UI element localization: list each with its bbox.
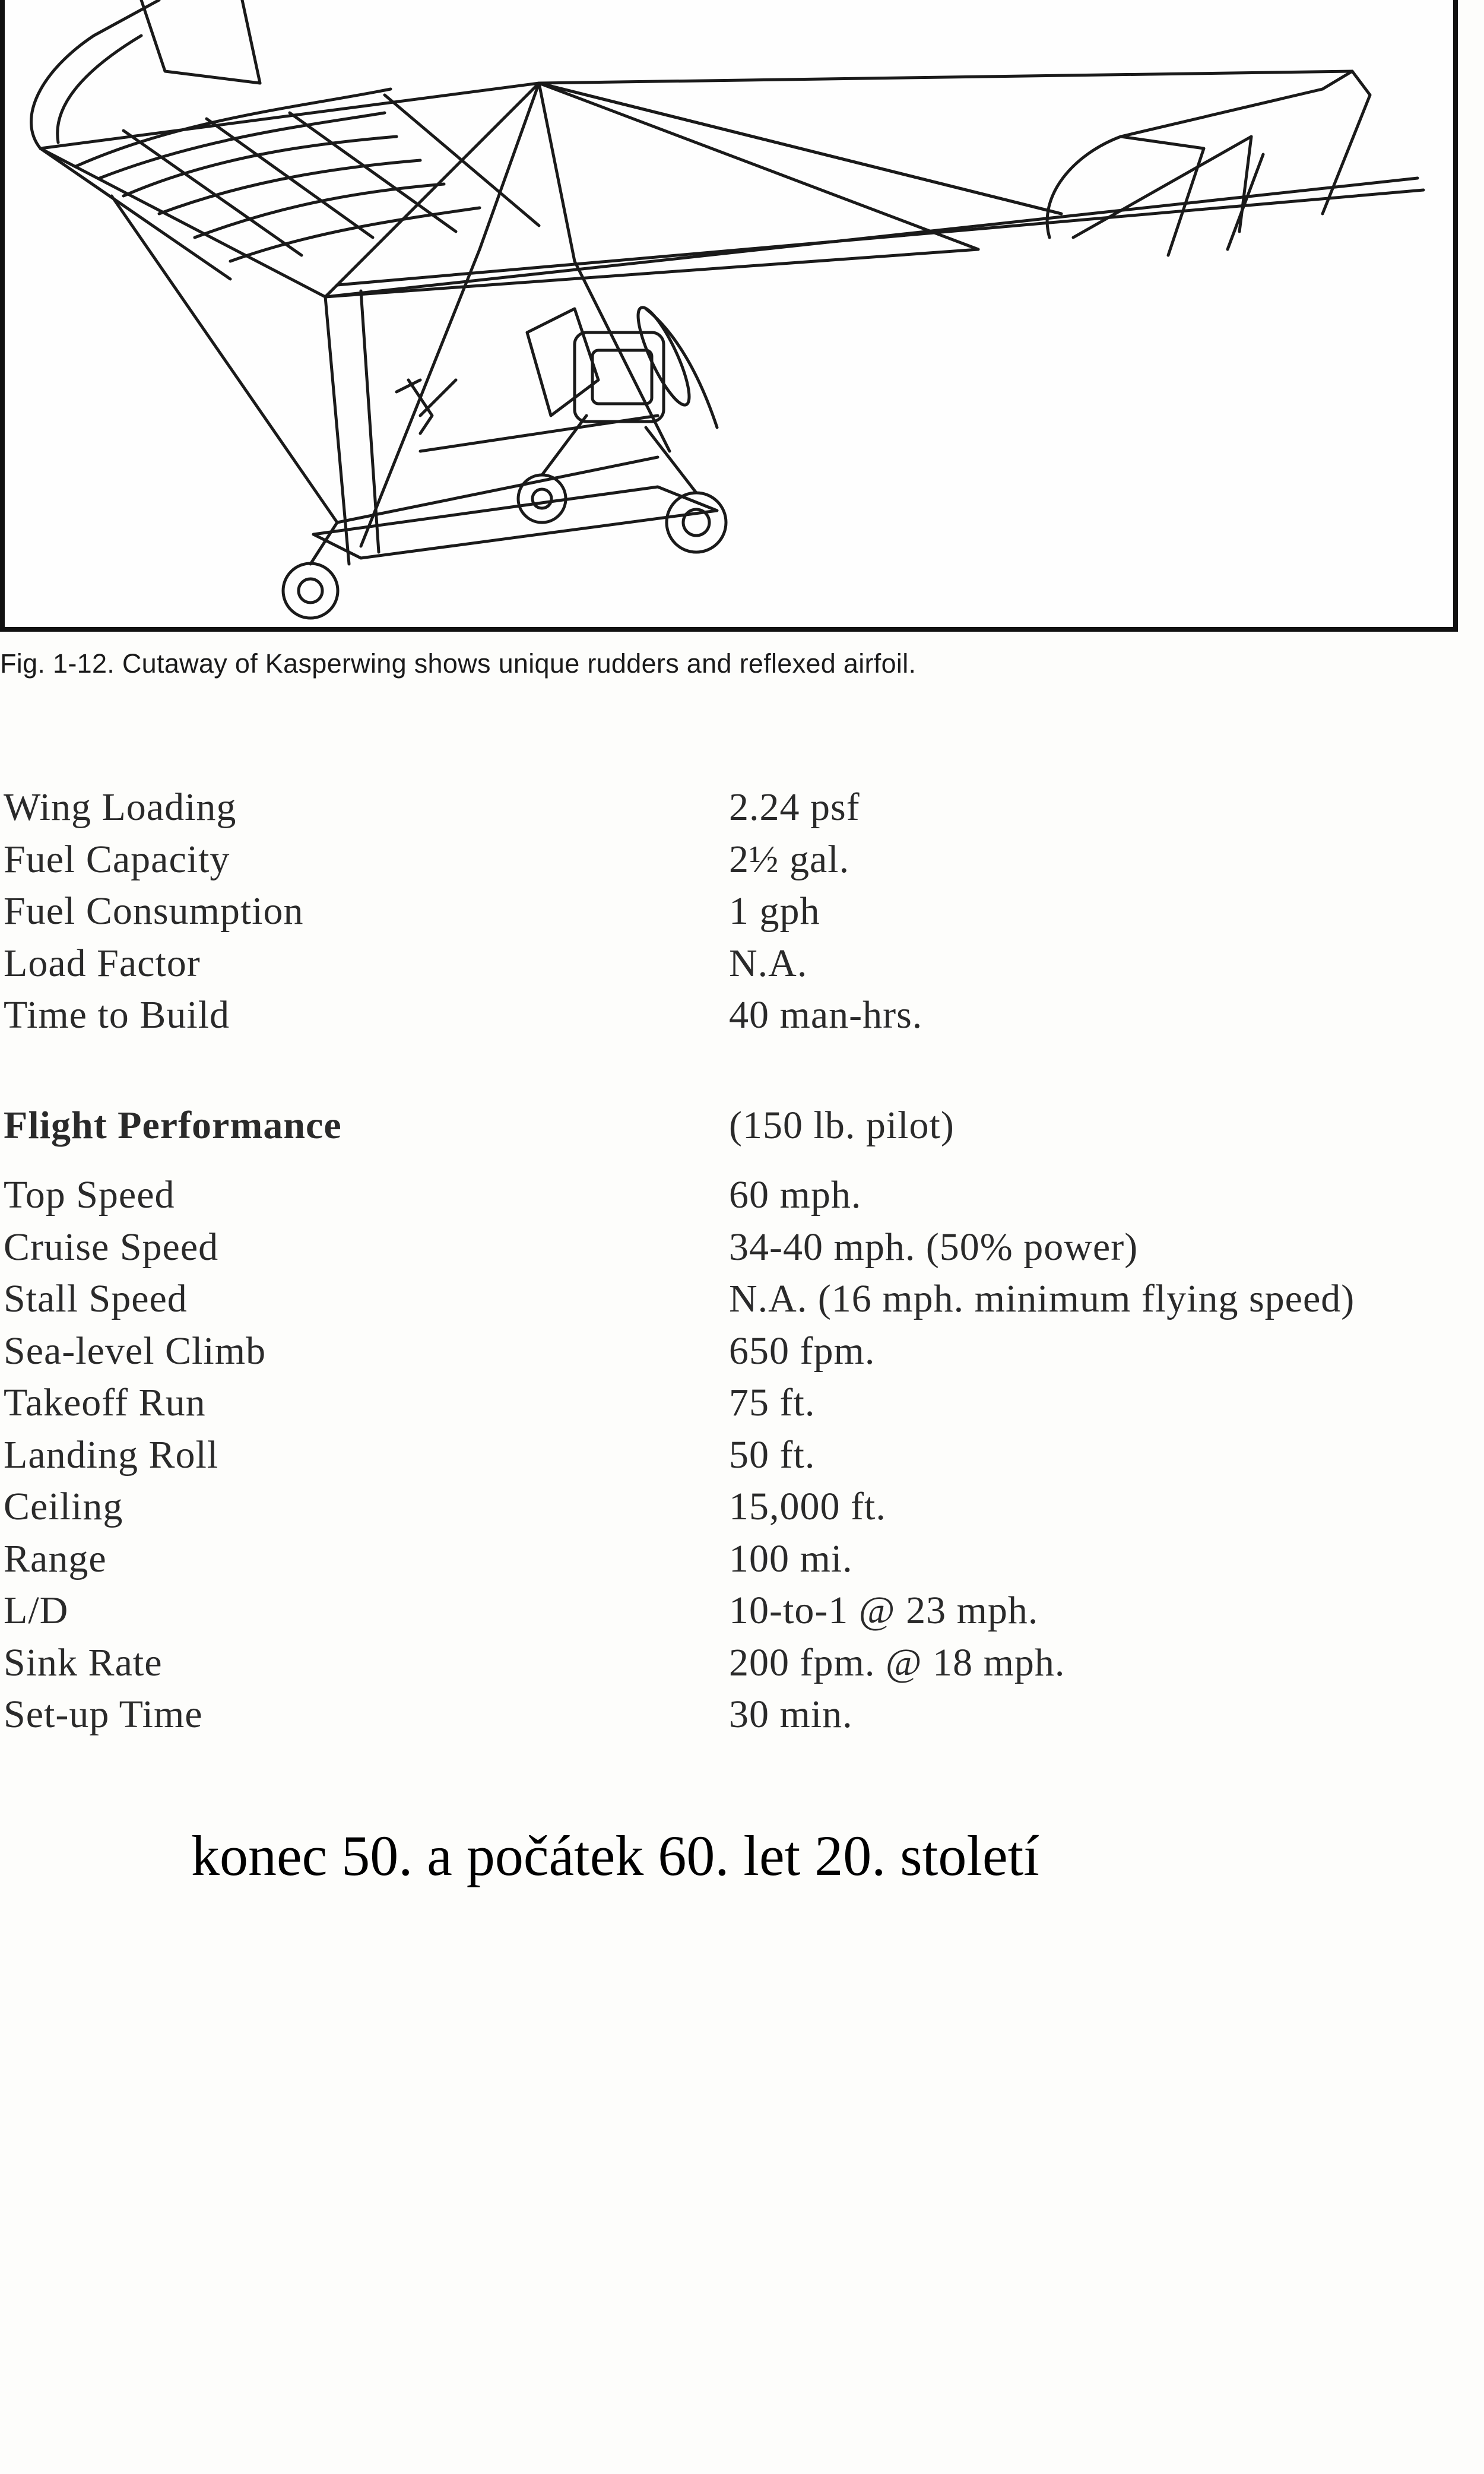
figure-frame bbox=[0, 0, 1458, 632]
spec-row bbox=[0, 785, 1484, 837]
spec-label: Ceiling bbox=[4, 1485, 123, 1528]
spec-value: 50 ft. bbox=[729, 1433, 816, 1477]
spec-label: Top Speed bbox=[4, 1173, 175, 1217]
spec-row bbox=[0, 941, 1484, 993]
spec-row bbox=[0, 1276, 1484, 1329]
spec-value: 30 min. bbox=[729, 1693, 853, 1736]
spec-label: Sea-level Climb bbox=[4, 1329, 267, 1373]
spec-label: Fuel Consumption bbox=[4, 889, 304, 933]
spec-row bbox=[0, 1484, 1484, 1537]
spec-row bbox=[0, 1173, 1484, 1225]
spec-label: Fuel Capacity bbox=[4, 838, 230, 881]
spec-label: Load Factor bbox=[4, 942, 201, 985]
section-heading-row bbox=[0, 1103, 1484, 1155]
spec-label: Range bbox=[4, 1537, 107, 1580]
spec-value: 2.24 psf bbox=[729, 785, 860, 829]
spec-row bbox=[0, 993, 1484, 1045]
spec-label: L/D bbox=[4, 1589, 69, 1632]
spec-row bbox=[0, 1588, 1484, 1640]
spec-label: Stall Speed bbox=[4, 1277, 188, 1320]
spec-value: 60 mph. bbox=[729, 1173, 862, 1217]
spec-label: Takeoff Run bbox=[4, 1381, 206, 1424]
spec-value: N.A. (16 mph. minimum flying speed) bbox=[729, 1277, 1355, 1320]
spec-value: 2½ gal. bbox=[729, 838, 850, 881]
spec-value: 100 mi. bbox=[729, 1537, 853, 1580]
section-heading: Flight Performance bbox=[4, 1104, 342, 1147]
kasperwing-cutaway-drawing bbox=[5, 0, 1453, 627]
spec-label: Cruise Speed bbox=[4, 1225, 219, 1269]
spec-label: Sink Rate bbox=[4, 1641, 163, 1684]
spec-label: Wing Loading bbox=[4, 785, 237, 829]
spec-value: 650 fpm. bbox=[729, 1329, 876, 1373]
spec-row bbox=[0, 837, 1484, 889]
spec-row bbox=[0, 1692, 1484, 1744]
spec-label: Landing Roll bbox=[4, 1433, 219, 1477]
spec-row bbox=[0, 1225, 1484, 1277]
spec-row bbox=[0, 1433, 1484, 1485]
spec-value: 10-to-1 @ 23 mph. bbox=[729, 1589, 1039, 1632]
spec-row bbox=[0, 1380, 1484, 1433]
spec-row bbox=[0, 1329, 1484, 1381]
spec-row bbox=[0, 1537, 1484, 1589]
section-note: (150 lb. pilot) bbox=[729, 1104, 955, 1147]
spec-value: 40 man-hrs. bbox=[729, 993, 923, 1037]
spec-label: Time to Build bbox=[4, 993, 230, 1037]
spec-row bbox=[0, 889, 1484, 941]
spec-value: N.A. bbox=[729, 942, 808, 985]
spec-label: Set-up Time bbox=[4, 1693, 203, 1736]
footer-era-note: konec 50. a počátek 60. let 20. století bbox=[191, 1824, 1039, 1887]
spec-value: 1 gph bbox=[729, 889, 820, 933]
spec-value: 34-40 mph. (50% power) bbox=[729, 1225, 1139, 1269]
spec-row bbox=[0, 1640, 1484, 1693]
figure-caption: Fig. 1-12. Cutaway of Kasperwing shows unique rudders and reflexed airfoil. bbox=[0, 648, 917, 679]
spec-value: 75 ft. bbox=[729, 1381, 816, 1424]
spec-value: 15,000 ft. bbox=[729, 1485, 886, 1528]
spec-value: 200 fpm. @ 18 mph. bbox=[729, 1641, 1066, 1684]
